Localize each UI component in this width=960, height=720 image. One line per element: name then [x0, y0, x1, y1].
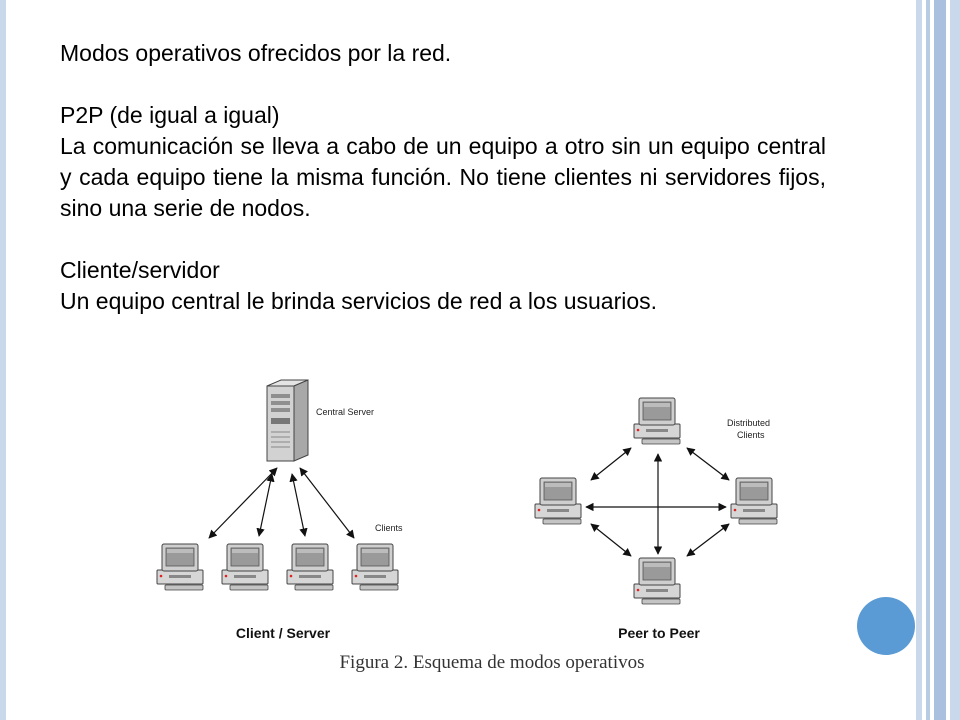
peer-computer-icon [634, 398, 680, 444]
p2p-body: La comunicación se lleva a cabo de un equipo a otro sin un equipo central y cada equipo tiene la misma función. No tiene clientes ni servidores fijos, sino una serie de nodos. [60, 133, 826, 221]
decorative-circle [857, 597, 915, 655]
client-computer-icon [287, 544, 333, 590]
client-server-caption: Client / Server [235, 625, 331, 641]
heading: Modos operativos ofrecidos por la red. [60, 40, 452, 66]
text-content [60, 38, 826, 317]
distributed-label-line1: Distributed [727, 418, 771, 428]
right-bar-1 [916, 0, 922, 720]
right-bar-2 [926, 0, 930, 720]
p2p-title: P2P (de igual a igual) [60, 102, 280, 128]
p2p-caption: Peer to Peer [618, 625, 700, 641]
server-icon [267, 380, 308, 461]
client-computer-icon [157, 544, 203, 590]
server-label: Central Server [316, 407, 375, 417]
clients-label: Clients [375, 523, 403, 533]
right-bar-3 [934, 0, 946, 720]
client-server-title: Cliente/servidor [60, 257, 220, 283]
client-computer-icon [222, 544, 268, 590]
right-bar-4 [950, 0, 960, 720]
network-diagram [150, 370, 790, 650]
peer-computer-icon [535, 478, 581, 524]
figure-caption: Figura 2. Esquema de modos operativos [339, 652, 645, 673]
client-computer-icon [352, 544, 398, 590]
client-server-body: Un equipo central le brinda servicios de red a los usuarios. [60, 288, 658, 314]
peer-computer-icon [731, 478, 777, 524]
peer-computer-icon [634, 558, 680, 604]
left-border [0, 0, 6, 720]
right-decoration [916, 0, 960, 720]
distributed-label-line2: Clients [737, 430, 765, 440]
